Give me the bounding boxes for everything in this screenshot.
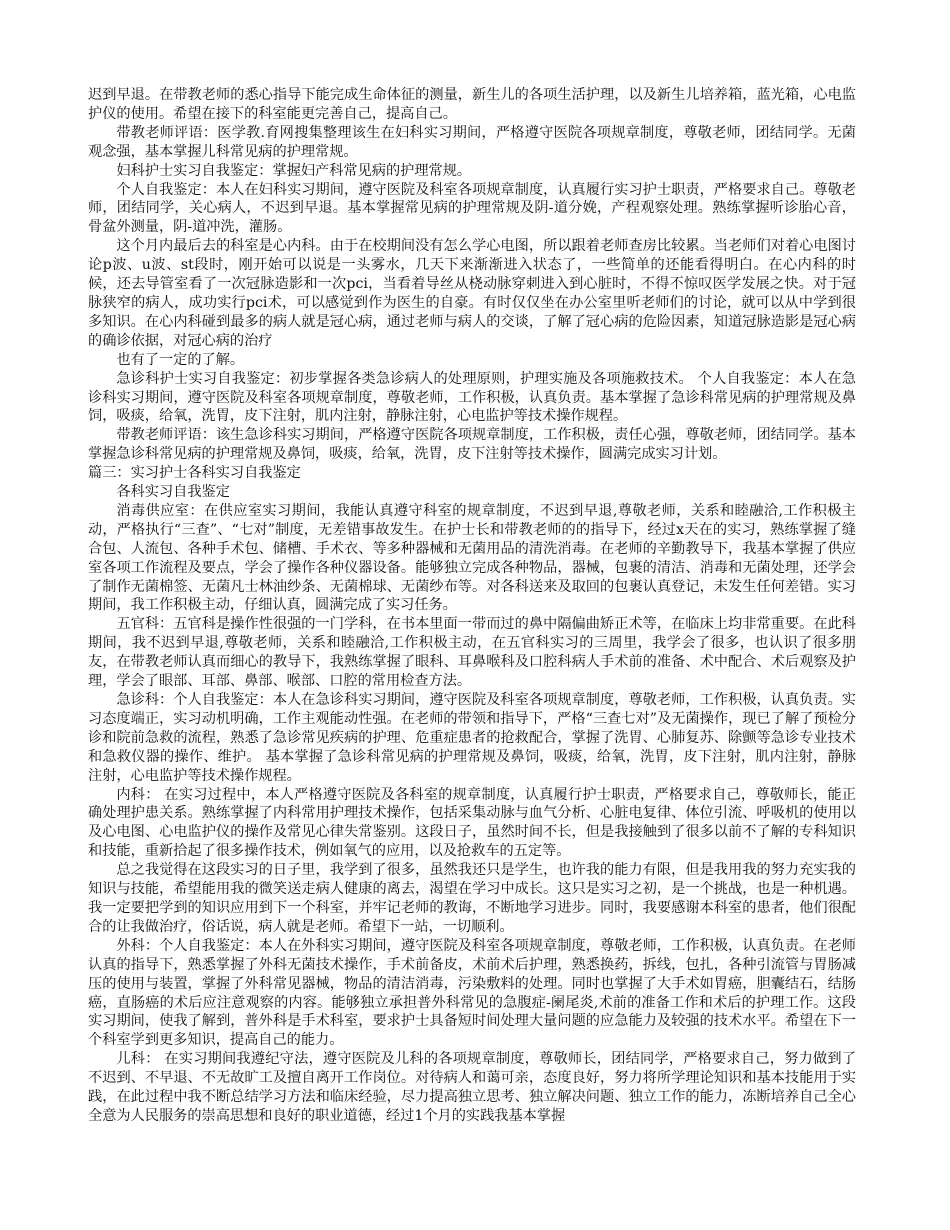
paragraph-sterile-supply: 消毒供应室：在供应室实习期间，我能认真遵守科室的规章制度，不迟到早退,尊敬老师，关系和睦融洽,工作积极主动，严格执行“三查”、“七对”制度，无差错事故发生。在护士长和带教老师的的指导下，经过x天在的实习，熟练掌握了缝合包、人流包、各种手术包、储槽、手术衣、等多种器械和无菌用品的清洗消毒。在老师的辛勤教导下，我基本掌握了供应室各项工作流程及要点，学会了操作各种仪器设备。能够独立完成各种物品，器械，包裹的清洁、消毒和无菌处理，还学会了制作无菌棉签、无菌凡士林油纱条、无菌棉球、无菌纱布等。对各科送来及取回的包裹认真登记，未发生任何差错。实习期间，我工作积极主动，仔细认真，圆满完成了实习任务。: [88, 502, 856, 614]
paragraph-summary: 总之我觉得在这段实习的日子里，我学到了很多，虽然我还只是学生，也许我的能力有限，但是我用我的努力充实我的知识与技能，希望能用我的微笑送走病人健康的离去，渴望在学习中成长。这只是实习之初，是一个挑战，也是一种机遇。我一定要把学到的知识应用到下一个科室，并牢记老师的教诲，不断地学习进步。同时，我要感谢本科室的患者，他们很配合的让我做治疗，俗话说，病人就是老师。希望下一站，一切顺利。: [88, 862, 856, 935]
paragraph-internal-medicine: 内科： 在实习过程中，本人严格遵守医院及各科室的规章制度，认真履行护士职责，严格要求自己，尊敬师长，能正确处理护患关系。熟练掌握了内科常用护理技术操作，包括采集动脉与血气分析、心脏电复律、体位引流、呼吸机的使用以及心电图、心电监护仪的操作及常见心律失常鉴别。这段日子，虽然时间不长，但是我接触到了很多以前不了解的专科知识和技能，重新拾起了很多操作技术，例如氧气的应用，以及抢救车的五定等。: [88, 786, 856, 860]
paragraph-emergency-self-assessment: 急诊科护士实习自我鉴定：初步掌握各类急诊病人的处理原则，护理实施及各项施救技术。 个人自我鉴定：本人在急诊科实习期间，遵守医院及科室各项规章制度，尊敬老师，工作积极，认真负责。基本掌握了急诊科常见病的护理常规及鼻饲，吸痰，给氧，洗胃，皮下注射，肌内注射，静脉注射，心电监护等技术操作规程。: [88, 370, 856, 425]
paragraph-cardiology-end: 也有了一定的了解。: [116, 351, 245, 368]
paragraph-neonatal-continuation: 迟到早退。在带教老师的悉心指导下能完成生命体征的测量，新生儿的各项生活护理，以及新生儿培养箱，蓝光箱，心电监护仪的使用。希望在接下的科室能更完善自己，提高自己。: [88, 87, 856, 122]
paragraph-gynecology-self-assessment: 个人自我鉴定：本人在妇科实习期间，遵守医院及科室各项规章制度，认真履行实习护士职责，严格要求自己。尊敬老师，团结同学，关心病人，不迟到早退。基本掌握常见病的护理常规及阴-道分娩，产程观察处理。熟练掌握听诊胎心音，骨盆外测量，阴-道冲洗，灌肠。: [88, 181, 856, 236]
section-subtitle: 各科实习自我鉴定: [116, 484, 230, 501]
paragraph-ent: 五官科：五官科是操作性很强的一门学科，在书本里面一带而过的鼻中隔偏曲矫正术等，在临床上均非常重要。在此科期间，我不迟到早退,尊敬老师，关系和睦融洽,工作积极主动，在五官科实习的三周里，我学会了很多，也认识了很多朋友，在带教老师认真而细心的教导下，我熟练掌握了眼科、耳鼻喉科及口腔科病人手术前的准备、术中配合、术后观察及护理，学会了眼部、耳部、鼻部、喉部、口腔的常用检查方法。: [88, 616, 856, 690]
paragraph-surgery: 外科：个人自我鉴定：本人在外科实习期间，遵守医院及科室各项规章制度，尊敬老师，工作积极，认真负责。在老师认真的指导下，熟悉掌握了外科无菌技术操作，手术前备皮，术前术后护理，熟悉换药，拆线，包扎，各种引流管与胃肠减压的使用与装置，掌握了外科常见器械，物品的清洁消毒，污染敷料的处理。同时也掌握了大手术如胃癌，胆囊结石，结肠癌，直肠癌的术后应注意观察的内容。能够独立承担普外科常见的急腹症-阑尾炎,术前的准备工作和术后的护理工作。这段实习期间，使我了解到，普外科是手术科室，要求护士具备短时间处理大量问题的应急能力及较强的技术水平。希望在下一个科室学到更多知识，提高自己的能力。: [88, 937, 856, 1049]
paragraph-pediatrics: 儿科： 在实习期间我遵纪守法，遵守医院及儿科的各项规章制度，尊敬师长，团结同学，严格要求自己，努力做到了不迟到、不早退、不无故旷工及擅自离开工作岗位。对待病人和蔼可亲，态度良好，努力将所学理论知识和基本技能用于实践，在此过程中我不断总结学习方法和临床经验，尽力提高独立思考、独立解决问题、独立工作的能力，冻断培养自己全心全意为人民服务的崇高思想和良好的职业道德，经过1个月的实践我基本掌握: [88, 1051, 856, 1124]
section-heading-part-three: 篇三：实习护士各科实习自我鉴定: [88, 465, 301, 482]
paragraph-gynecology-heading: 妇科护士实习自我鉴定：掌握妇产科常见病的护理常规。: [116, 162, 472, 179]
paragraph-cardiology: 这个月内最后去的科室是心内科。由于在校期间没有怎么学心电图，所以跟着老师查房比较累。当老师们对着心电图讨论p波、u波、st段时，刚开始可以说是一头雾水，几天下来渐渐进入状态了，一些简单的还能看得明白。在心内科的时候，还去导管室看了一次冠脉造影和一次pci，当看着导丝从桡动脉穿刺进入到心脏时，不得不惊叹医学发展之快。对于冠脉狭窄的病人，成功实行pci术，可以感觉到作为医生的自豪。有时仅仅坐在办公室里听老师们的讨论，就可以从中学到很多知识。在心内科碰到最多的病人就是冠心病，通过老师与病人的交谈，了解了冠心病的危险因素，知道冠脉造影是冠心病的确诊依据，对冠心病的治疗: [88, 238, 856, 349]
paragraph-emergency: 急诊科：个人自我鉴定：本人在急诊科实习期间，遵守医院及科室各项规章制度，尊敬老师，工作积极，认真负责。实习态度端正，实习动机明确，工作主观能动性强。在老师的带领和指导下，严格“三查七对”及无菌操作，现已了解了预检分诊和院前急救的流程，熟悉了急诊常见疾病的护理、危重症患者的抢救配合，掌握了洗胃、心肺复苏、除颤等急诊专业技术和急救仪器的操作、维护。 基本掌握了急诊科常见病的护理常规及鼻饲，吸痰，给氧，洗胃，皮下注射，肌内注射，静脉注射，心电监护等技术操作规程。: [88, 692, 856, 784]
paragraph-emergency-teacher-comment: 带教老师评语：该生急诊科实习期间，严格遵守医院各项规章制度，工作积极，责任心强，尊敬老师，团结同学。基本掌握急诊科常见病的护理常规及鼻饲，吸痰，给氧，洗胃，皮下注射等技术操作，圆满完成实习计划。: [88, 427, 856, 463]
paragraph-pediatrics-teacher-comment: 带教老师评语：医学教.育网搜集整理该生在妇科实习期间，严格遵守医院各项规章制度，尊敬老师，团结同学。无菌观念强，基本掌握儿科常见病的护理常规。: [88, 124, 856, 160]
